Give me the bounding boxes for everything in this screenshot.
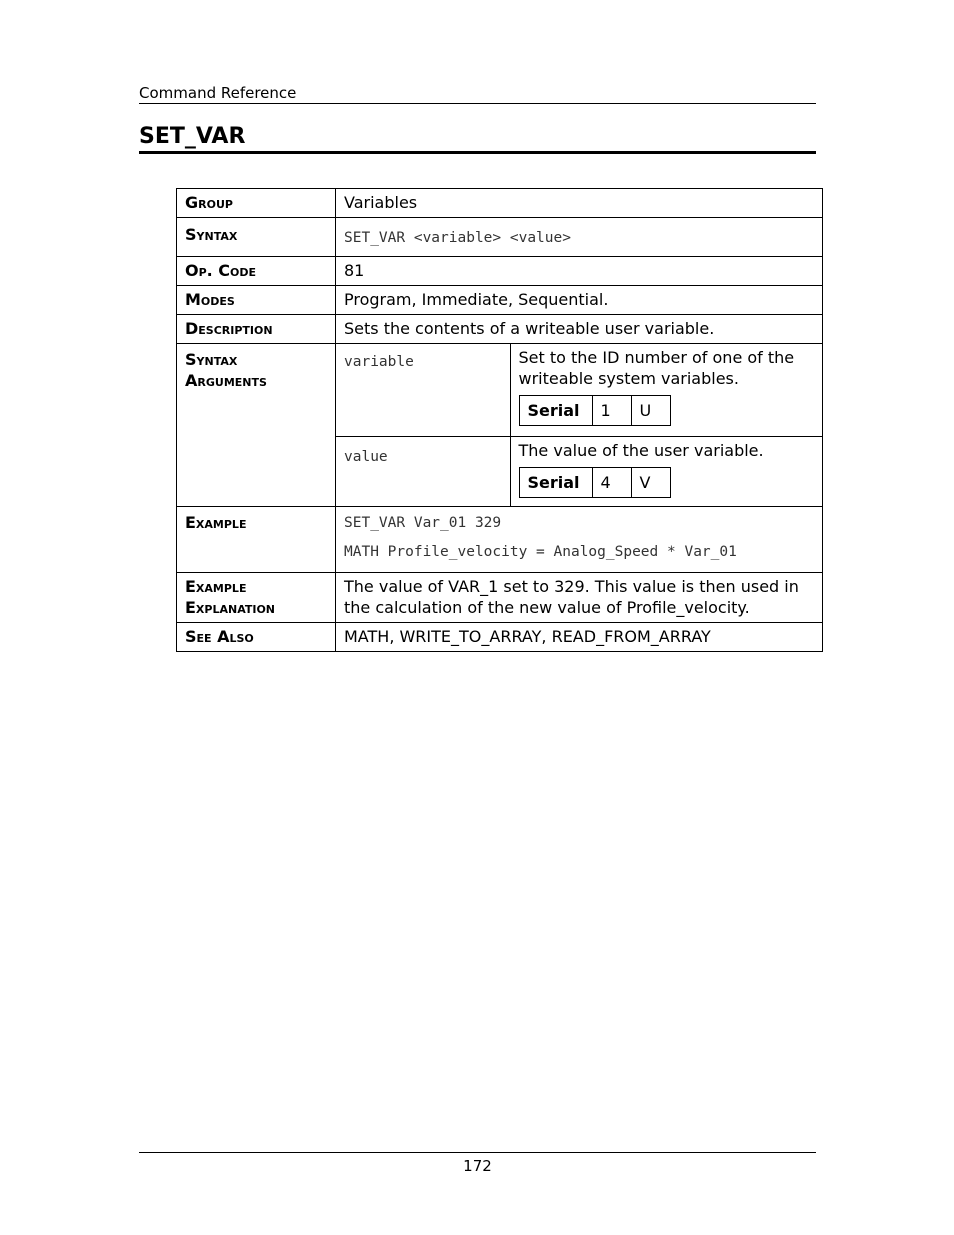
syntax-arguments-label-line1: Syntax xyxy=(185,350,238,369)
see-also-value: MATH, WRITE_TO_ARRAY, READ_FROM_ARRAY xyxy=(336,622,823,651)
footer-divider xyxy=(139,1152,816,1153)
example-explanation-row xyxy=(177,572,823,622)
argument-name-cell xyxy=(336,436,510,506)
opcode-row xyxy=(177,257,823,286)
modes-value: Program, Immediate, Sequential. xyxy=(336,286,823,315)
modes-label: Modes xyxy=(177,286,336,315)
modes-row xyxy=(177,286,823,315)
argument-description: The value of the user variable. xyxy=(518,440,764,460)
example-label: Example xyxy=(177,506,336,572)
opcode-label: Op. Code xyxy=(177,257,336,286)
serial-table xyxy=(519,395,671,426)
example-explanation-value: The value of VAR_1 set to 329. This value is then used in the calculation of the new value of Profile_velocity. xyxy=(336,572,823,622)
group-row xyxy=(177,189,823,218)
syntax-label: Syntax xyxy=(177,218,336,257)
argument-description: Set to the ID number of one of the writeable system variables. xyxy=(518,348,795,388)
argument-description-cell xyxy=(510,344,822,436)
example-row xyxy=(177,506,823,572)
argument-name: value xyxy=(344,448,388,465)
syntax-row xyxy=(177,218,823,257)
example-line: SET_VAR Var_01 329 xyxy=(344,514,502,531)
description-value: Sets the contents of a writeable user variable. xyxy=(336,315,823,344)
arguments-table xyxy=(336,344,822,506)
see-also-label: See Also xyxy=(177,622,336,651)
argument-description-cell xyxy=(510,436,822,506)
description-row xyxy=(177,315,823,344)
page-number: 172 xyxy=(463,1157,492,1175)
description-label: Description xyxy=(177,315,336,344)
example-explanation-label-line1: Example xyxy=(185,576,247,596)
serial-value: 4 xyxy=(592,467,631,497)
command-table xyxy=(176,188,823,652)
serial-table xyxy=(519,467,671,498)
serial-label: Serial xyxy=(519,396,592,426)
opcode-value: 81 xyxy=(336,257,823,286)
serial-code: U xyxy=(631,396,670,426)
argument-row xyxy=(336,436,822,506)
syntax-arguments-row xyxy=(177,344,823,507)
syntax-cell xyxy=(336,218,823,257)
serial-code: V xyxy=(631,467,670,497)
example-explanation-label-line2: Explanation xyxy=(185,597,276,617)
serial-label: Serial xyxy=(519,467,592,497)
serial-value: 1 xyxy=(592,396,631,426)
group-label: Group xyxy=(177,189,336,218)
example-explanation-label xyxy=(177,572,336,622)
syntax-arguments-label-line2: Arguments xyxy=(185,371,267,390)
page-title: SET_VAR xyxy=(139,123,816,154)
example-cell xyxy=(336,506,823,572)
argument-name-cell xyxy=(336,344,510,436)
running-header: Command Reference xyxy=(139,84,816,104)
syntax-value: SET_VAR <variable> <value> xyxy=(344,230,571,246)
syntax-arguments-cell xyxy=(336,344,823,507)
syntax-arguments-label xyxy=(177,344,336,507)
argument-name: variable xyxy=(344,354,414,370)
see-also-row xyxy=(177,622,823,651)
example-line: MATH Profile_velocity = Analog_Speed * Var_01 xyxy=(344,543,737,560)
argument-row xyxy=(336,344,822,436)
group-value: Variables xyxy=(336,189,823,218)
